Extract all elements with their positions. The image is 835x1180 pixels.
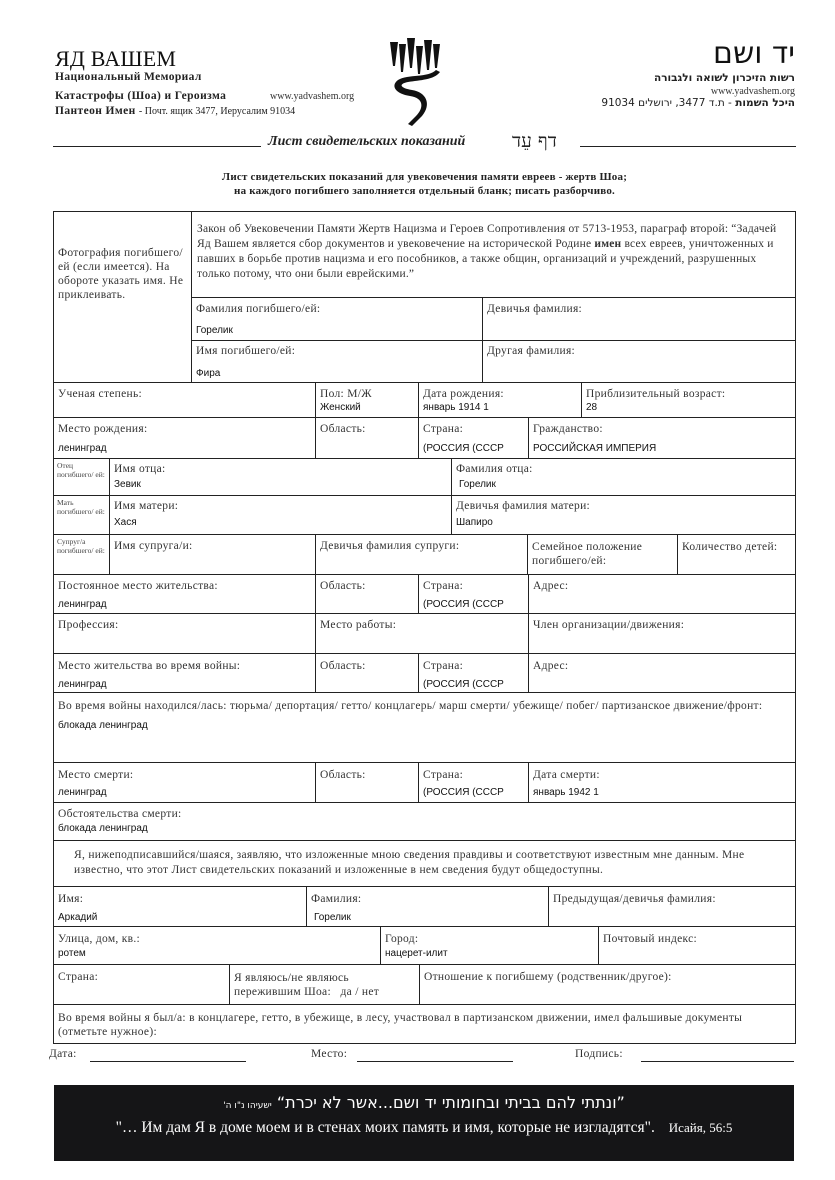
death-country-field[interactable]	[418, 762, 529, 803]
submitter-zip-field[interactable]	[598, 926, 796, 965]
father-surname-field[interactable]	[451, 458, 796, 496]
field-label: Предыдущая/девичья фамилия:	[553, 893, 716, 905]
sheet-title-hebrew: דף עֵד	[512, 130, 557, 152]
field-label: Девичья фамилия супруги:	[320, 540, 460, 552]
field-label: Во время войны я был/а: в концлагере, гетто, в убежище, в лесу, участвовал в партизанском движении, имел фальшивые документы (отметьте нужное):	[58, 1012, 743, 1038]
field-label: Область:	[320, 769, 366, 781]
date-input-line[interactable]	[90, 1061, 246, 1062]
sheet-title: Лист свидетельских показаний	[268, 134, 466, 149]
russian-quote-reference: Исайя, 56:5	[668, 1120, 733, 1135]
declaration	[53, 840, 796, 887]
field-value: январь 1914 1	[423, 402, 489, 413]
field-value: Горелик	[314, 912, 351, 923]
place-label: Место:	[311, 1048, 348, 1060]
field-label: Улица, дом, кв.:	[58, 933, 141, 945]
org-pantheon: Пантеон Имен	[55, 105, 136, 117]
org-subtitle-2: Катастрофы (Шоа) и Героизма	[55, 90, 227, 102]
field-value: Хася	[114, 517, 137, 528]
field-label: Имя:	[58, 893, 84, 905]
survivor-status-field[interactable]	[229, 964, 420, 1005]
law-text-bold: имен	[594, 238, 622, 250]
field-label: Страна:	[423, 423, 464, 435]
field-label: Девичья фамилия:	[487, 303, 583, 315]
field-value: нацерет-илит	[385, 948, 448, 959]
victim-first-name-field[interactable]	[191, 340, 483, 383]
field-label: Фамилия отца:	[456, 463, 533, 475]
field-value: Женский	[320, 402, 361, 413]
field-label: Место рождения:	[58, 423, 148, 435]
field-value: (РОССИЯ (СССР	[423, 787, 504, 798]
field-value: (РОССИЯ (СССР	[423, 599, 504, 610]
footer-russian-quote	[54, 1119, 794, 1137]
field-value: (РОССИЯ (СССР	[423, 443, 504, 454]
field-label: Гражданство:	[533, 423, 603, 435]
field-label: Имя отца:	[114, 463, 166, 475]
victim-other-name-field[interactable]	[482, 340, 796, 383]
field-value: Горелик	[459, 479, 496, 490]
field-label: Ученая степень:	[58, 388, 143, 400]
submitter-city-field[interactable]	[380, 926, 599, 965]
mother-name-field[interactable]	[109, 495, 452, 535]
wartime-residence-field[interactable]	[53, 653, 316, 693]
law-text-part-1: Закон об Увековечении Памяти Жертв Нацизма и Героев Сопротивления от 5713-1953, параграф второй: “Задачей Яд Вашем является сбор документов и увековечение на исторической Родине	[197, 223, 777, 250]
children-count-field[interactable]	[677, 534, 796, 575]
field-label: Дата рождения:	[423, 388, 504, 400]
permanent-region-field[interactable]	[315, 574, 419, 614]
field-value: ленинград	[58, 787, 107, 798]
submitter-country-field[interactable]	[53, 964, 230, 1005]
org-address: - Почт. ящик 3477, Иерусалим 91034	[138, 106, 296, 117]
birth-region-field[interactable]	[315, 417, 419, 459]
birth-place-field[interactable]	[53, 417, 316, 459]
field-label: Обстоятельства смерти:	[58, 808, 182, 820]
relation-field[interactable]	[419, 964, 796, 1005]
field-label: Приблизительный возраст:	[586, 388, 726, 400]
field-label: Имя супруга/и:	[114, 540, 193, 552]
org-subtitle-3	[55, 105, 295, 117]
victim-maiden-name-field[interactable]	[482, 297, 796, 341]
field-label: Профессия:	[58, 619, 119, 631]
field-label: Место смерти:	[58, 769, 134, 781]
mother-maiden-field[interactable]	[451, 495, 796, 535]
website-link[interactable]: www.yadvashem.org	[270, 91, 355, 102]
law-text	[197, 222, 790, 282]
field-label: Фамилия:	[311, 893, 362, 905]
org-subtitle-1: Национальный Мемориал	[55, 71, 202, 83]
place-input-line[interactable]	[357, 1061, 513, 1062]
law-text-part-2: всех евреев, уничтоженных и павших в борьбе против нацизма и его пособников, а также общин, организаций и учреждений, разрушенных только потому, что они были еврейскими.”	[197, 238, 774, 280]
field-label: Место жительства во время войны:	[58, 660, 241, 672]
field-value: 28	[586, 402, 598, 413]
hebrew-website-link[interactable]: www.yadvashem.org	[710, 86, 795, 97]
field-label: Страна:	[58, 971, 99, 983]
side-label: Мать погибшего/ ей:	[57, 498, 105, 516]
field-value: Зевик	[114, 479, 141, 490]
title-divider-left	[53, 146, 261, 147]
death-place-field[interactable]	[53, 762, 316, 803]
field-label: Страна:	[423, 580, 464, 592]
submitter-first-name-field[interactable]	[53, 886, 307, 927]
field-label: Во время войны находился/лась: тюрьма/ депортация/ гетто/ концлагерь/ марш смерти/ убежище/ побег/ партизанское движение/фронт:	[58, 700, 763, 712]
intro-instructions	[53, 170, 796, 198]
law-quote	[191, 211, 796, 298]
yad-vashem-logo-icon	[388, 38, 442, 126]
wartime-region-field[interactable]	[315, 653, 419, 693]
wartime-country-field[interactable]	[418, 653, 529, 693]
birth-date-field[interactable]	[418, 382, 582, 418]
field-label: Место работы:	[320, 619, 397, 631]
field-label: Другая фамилия:	[487, 345, 576, 357]
field-label: Почтовый индекс:	[603, 933, 698, 945]
field-value: ленинград	[58, 679, 107, 690]
side-label: Супруг/а погибшего/ ей:	[57, 537, 105, 555]
photo-placeholder[interactable]	[53, 211, 192, 383]
spouse-maiden-field[interactable]	[315, 534, 528, 575]
permanent-residence-field[interactable]	[53, 574, 316, 614]
hebrew-org-title: יד ושם	[713, 36, 795, 71]
field-label: Отношение к погибшему (родственник/другое):	[424, 971, 672, 983]
field-value: ротем	[58, 948, 86, 959]
submitter-surname-field[interactable]	[306, 886, 549, 927]
field-label: Область:	[320, 580, 366, 592]
declaration-text: Я, нижеподписавшийся/шаяся, заявляю, что изложенные мною сведения правдивы и соответствуют известным мне данным. Мне известно, что этот Лист свидетельских показаний и изложенные в нем сведения будут общедоступны.	[74, 849, 745, 876]
title-divider-right	[580, 146, 796, 147]
field-label: Область:	[320, 423, 366, 435]
membership-field[interactable]	[528, 613, 796, 654]
field-label: Дата смерти:	[533, 769, 600, 781]
submitter-street-field[interactable]	[53, 926, 381, 965]
field-label: Имя матери:	[114, 500, 179, 512]
hebrew-quote-reference: ישעיהו נ"ו ה'	[223, 1101, 272, 1111]
field-value: РОССИЙСКАЯ ИМПЕРИЯ	[533, 443, 657, 454]
marital-status-field[interactable]	[527, 534, 678, 575]
field-value: Аркадий	[58, 912, 98, 923]
spouse-side-label	[53, 534, 110, 575]
during-war-field[interactable]	[53, 692, 796, 763]
field-value: январь 1942 1	[533, 787, 599, 798]
field-label: Пол: М/Ж	[320, 388, 372, 400]
field-label: Город:	[385, 933, 419, 945]
field-label: Семейное положение погибшего/ей:	[532, 541, 643, 567]
field-label: Область:	[320, 660, 366, 672]
field-value: блокада ленинград	[58, 720, 148, 731]
hebrew-hall-of-names: היכל השמות	[735, 97, 795, 109]
profession-field[interactable]	[53, 613, 316, 654]
death-circumstances-field[interactable]	[53, 802, 796, 841]
field-label: Девичья фамилия матери:	[456, 500, 591, 512]
degree-field[interactable]	[53, 382, 316, 418]
signature-label: Подпись:	[575, 1048, 623, 1060]
field-label: Страна:	[423, 769, 464, 781]
field-value: ленинград	[58, 443, 107, 454]
death-region-field[interactable]	[315, 762, 419, 803]
permanent-country-field[interactable]	[418, 574, 529, 614]
spouse-name-field[interactable]	[109, 534, 316, 575]
side-label: Отец погибшего/ ей:	[57, 461, 105, 479]
date-label: Дата:	[49, 1048, 77, 1060]
footer-quote-banner	[54, 1085, 794, 1161]
field-value: Шапиро	[456, 517, 493, 528]
field-value: блокада ленинград	[58, 823, 148, 834]
org-title: ЯД ВАШЕМ	[55, 46, 177, 71]
permanent-address-field[interactable]	[528, 574, 796, 614]
intro-line-1: Лист свидетельских показаний для увековечения памяти евреев - жертв Шоа;	[221, 171, 628, 183]
mother-side-label	[53, 495, 110, 535]
field-label: Имя погибшего/ей:	[196, 345, 296, 357]
submitter-prev-name-field[interactable]	[548, 886, 796, 927]
birth-country-field[interactable]	[418, 417, 529, 459]
father-side-label	[53, 458, 110, 496]
signature-input-line[interactable]	[641, 1061, 794, 1062]
field-label: Количество детей:	[682, 541, 778, 553]
field-label: Постоянное место жительства:	[58, 580, 218, 592]
field-value: Горелик	[196, 325, 233, 336]
approx-age-field[interactable]	[581, 382, 796, 418]
wartime-address-field[interactable]	[528, 653, 796, 693]
field-value: ленинград	[58, 599, 107, 610]
hebrew-org-address	[601, 97, 795, 109]
field-label: Страна:	[423, 660, 464, 672]
hebrew-address: - ת.ד 3477, ירושלים 91034	[601, 97, 732, 109]
photo-instructions: Фотография погибшего/ей (если имеется). На обороте указать имя. Не приклеивать.	[58, 247, 184, 301]
field-label: Фамилия погибшего/ей:	[196, 303, 321, 315]
hebrew-org-subtitle: רשות הזיכרון לשואה ולגבורה	[654, 72, 795, 84]
footer-hebrew-quote	[54, 1093, 794, 1112]
russian-quote-text: "… Им дам Я в доме моем и в стенах моих память и имя, которые не изгладятся".	[115, 1119, 655, 1136]
workplace-field[interactable]	[315, 613, 529, 654]
gender-field[interactable]	[315, 382, 419, 418]
field-value: Фира	[196, 368, 221, 379]
field-label: Я являюсь/не являюсь пережившим Шоа: да / нет	[234, 972, 380, 998]
field-label: Член организации/движения:	[533, 619, 685, 631]
submitter-wartime-field[interactable]	[53, 1004, 796, 1044]
death-date-field[interactable]	[528, 762, 796, 803]
field-value: (РОССИЯ (СССР	[423, 679, 504, 690]
victim-surname-field[interactable]	[191, 297, 483, 341]
field-label: Адрес:	[533, 580, 569, 592]
field-label: Адрес:	[533, 660, 569, 672]
citizenship-field[interactable]	[528, 417, 796, 459]
intro-line-2: на каждого погибшего заполняется отдельный бланк; писать разборчиво.	[234, 185, 615, 197]
hebrew-quote-text: ”ונתתי להם בביתי ובחומותי יד ושם...אשר לא יכרת“	[276, 1093, 625, 1112]
father-name-field[interactable]	[109, 458, 452, 496]
